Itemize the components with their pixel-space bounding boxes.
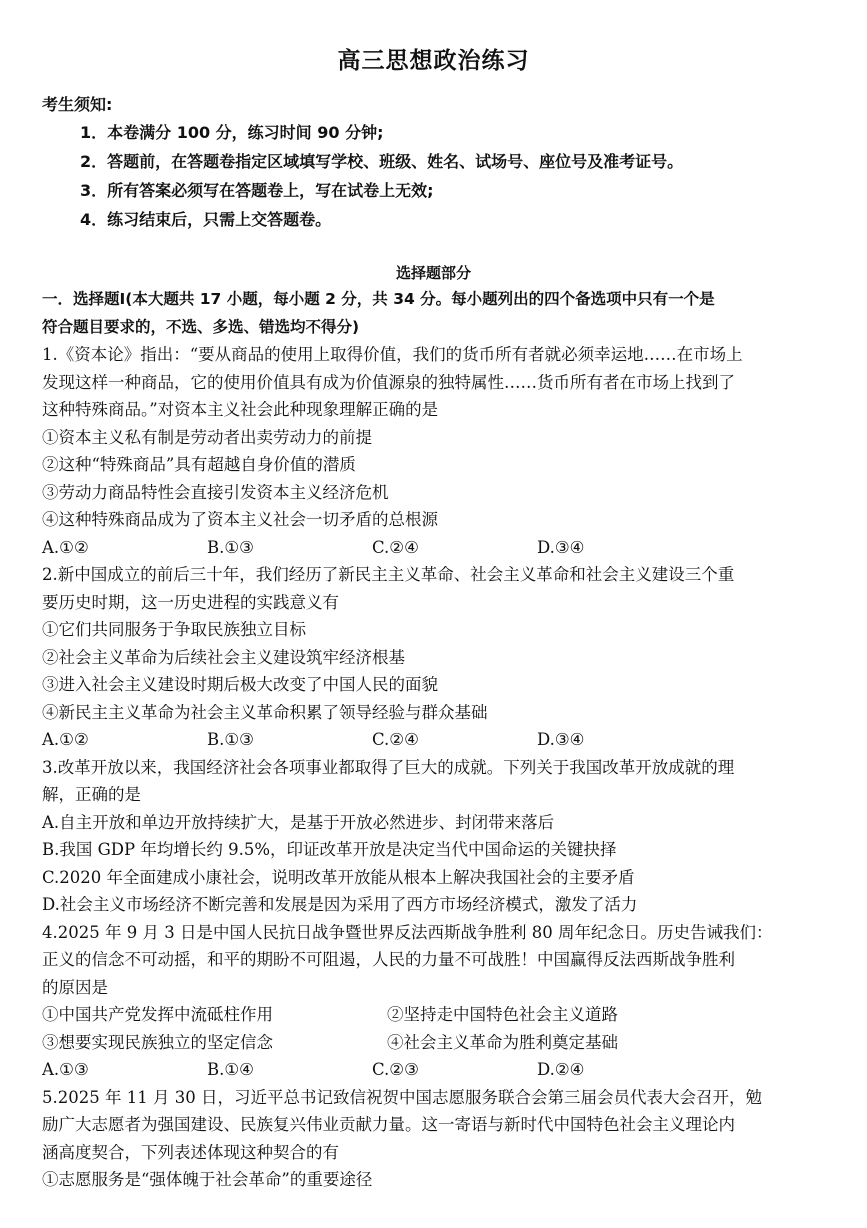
option-c: C.②③ bbox=[372, 1060, 419, 1079]
statement: ①它们共同服务于争取民族独立目标 bbox=[42, 620, 306, 639]
question-stem: 的原因是 bbox=[42, 977, 108, 997]
notice-item: 3．所有答案必须写在答题卷上，写在试卷上无效; bbox=[80, 181, 434, 200]
statement-row bbox=[42, 1001, 826, 1029]
option-a: A.①③ bbox=[42, 1060, 89, 1079]
statement: ②这种“特殊商品”具有超越自身价值的潜质 bbox=[42, 455, 356, 474]
statement: ④这种特殊商品成为了资本主义社会一切矛盾的总根源 bbox=[42, 510, 438, 529]
option-a: A.自主开放和单边开放持续扩大，是基于开放必然进步、封闭带来落后 bbox=[42, 812, 555, 832]
option-d: D.③④ bbox=[537, 730, 585, 749]
notice-item: 1．本卷满分 100 分，练习时间 90 分钟; bbox=[80, 123, 384, 142]
question-stem: 要历史时期，这一历史进程的实践意义有 bbox=[42, 592, 339, 612]
notice-item: 2．答题前，在答题卷指定区域填写学校、班级、姓名、试场号、座位号及准考证号。 bbox=[80, 152, 684, 171]
statement: ①中国共产党发挥中流砥柱作用 bbox=[42, 1005, 273, 1024]
option-b: B.①③ bbox=[207, 730, 254, 749]
question-stem: 涵高度契合，下列表述体现这种契合的有 bbox=[42, 1142, 339, 1162]
statement: ④新民主主义革命为社会主义革命积累了领导经验与群众基础 bbox=[42, 702, 488, 722]
option-d: D.③④ bbox=[537, 537, 585, 557]
question-stem: 这种特殊商品。”对资本主义社会此种现象理解正确的是 bbox=[42, 400, 439, 419]
section-instructions: 符合题目要求的，不选、多选、错选均不得分) bbox=[42, 317, 360, 336]
option-b: B.①④ bbox=[207, 1060, 254, 1079]
question-content bbox=[42, 286, 826, 1194]
option-d: D.社会主义市场经济不断完善和发展是因为采用了西方市场经济模式，激发了活力 bbox=[42, 895, 638, 914]
statement: ④社会主义革命为胜利奠定基础 bbox=[387, 1032, 618, 1052]
statement: ③劳动力商品特性会直接引发资本主义经济危机 bbox=[42, 482, 389, 502]
option-a: A.①② bbox=[42, 730, 89, 749]
notice-heading: 考生须知: bbox=[42, 95, 113, 114]
option-a: A.①② bbox=[42, 537, 89, 557]
question-stem: 正义的信念不可动摇，和平的期盼不可阻遏，人民的力量不可战胜！中国赢得反法西斯战争胜利 bbox=[42, 950, 735, 969]
section-title: 选择题部分 bbox=[395, 264, 471, 282]
answer-options bbox=[42, 1056, 826, 1084]
statement: ①志愿服务是“强体魄于社会革命”的重要途径 bbox=[42, 1170, 373, 1189]
statement: ②坚持走中国特色社会主义道路 bbox=[387, 1005, 618, 1024]
answer-options bbox=[42, 726, 826, 754]
answer-options bbox=[42, 534, 826, 562]
option-c: C.②④ bbox=[372, 730, 419, 749]
option-b: B.①③ bbox=[207, 537, 254, 557]
section-instructions: 一．选择题Ⅰ(本大题共 17 小题，每小题 2 分，共 34 分。每小题列出的四个备选项中只有一个是 bbox=[42, 290, 715, 308]
question-4 bbox=[42, 919, 826, 1084]
statement-row bbox=[42, 1029, 826, 1057]
option-c: C.②④ bbox=[372, 537, 419, 557]
option-c: C.2020 年全面建成小康社会，说明改革开放能从根本上解决我国社会的主要矛盾 bbox=[42, 867, 635, 887]
question-stem: 3.改革开放以来，我国经济社会各项事业都取得了巨大的成就。下列关于我国改革开放成就的理 bbox=[42, 757, 735, 777]
option-b: B.我国 GDP 年均增长约 9.5%，印证改革开放是决定当代中国命运的关键抉择 bbox=[42, 840, 617, 859]
question-stem: 2.新中国成立的前后三十年，我们经历了新民主主义革命、社会主义革命和社会主义建设三个重 bbox=[42, 565, 735, 584]
question-stem: 励广大志愿者为强国建设、民族复兴伟业贡献力量。这一寄语与新时代中国特色社会主义理论内 bbox=[42, 1115, 735, 1134]
question-5 bbox=[42, 1084, 826, 1194]
question-1 bbox=[42, 341, 826, 561]
question-stem: 4.2025 年 9 月 3 日是中国人民抗日战争暨世界反法西斯战争胜利 80 周年纪念日。历史告诫我们： bbox=[42, 922, 773, 942]
question-stem: 5.2025 年 11 月 30 日，习近平总书记致信祝贺中国志愿服务联合会第三届会员代表大会召开，勉 bbox=[42, 1087, 762, 1107]
statement: ③进入社会主义建设时期后极大改变了中国人民的面貌 bbox=[42, 675, 438, 694]
question-stem: 1.《资本论》指出：“要从商品的使用上取得价值，我们的货币所有者就必须幸运地……在市场上 bbox=[42, 345, 743, 364]
statement: ②社会主义革命为后续社会主义建设筑牢经济根基 bbox=[42, 647, 405, 667]
statement: ①资本主义私有制是劳动者出卖劳动力的前提 bbox=[42, 427, 372, 447]
exam-title: 高三思想政治练习 bbox=[337, 48, 530, 74]
option-d: D.②④ bbox=[537, 1060, 585, 1079]
notice-list bbox=[80, 118, 683, 234]
question-3 bbox=[42, 754, 826, 919]
statement: ③想要实现民族独立的坚定信念 bbox=[42, 1032, 273, 1052]
question-2 bbox=[42, 561, 826, 754]
notice-item: 4．练习结束后，只需上交答题卷。 bbox=[80, 210, 332, 229]
question-stem: 发现这样一种商品，它的使用价值具有成为价值源泉的独特属性……货币所有者在市场上找到了 bbox=[42, 372, 735, 392]
question-stem: 解，正确的是 bbox=[42, 785, 141, 804]
